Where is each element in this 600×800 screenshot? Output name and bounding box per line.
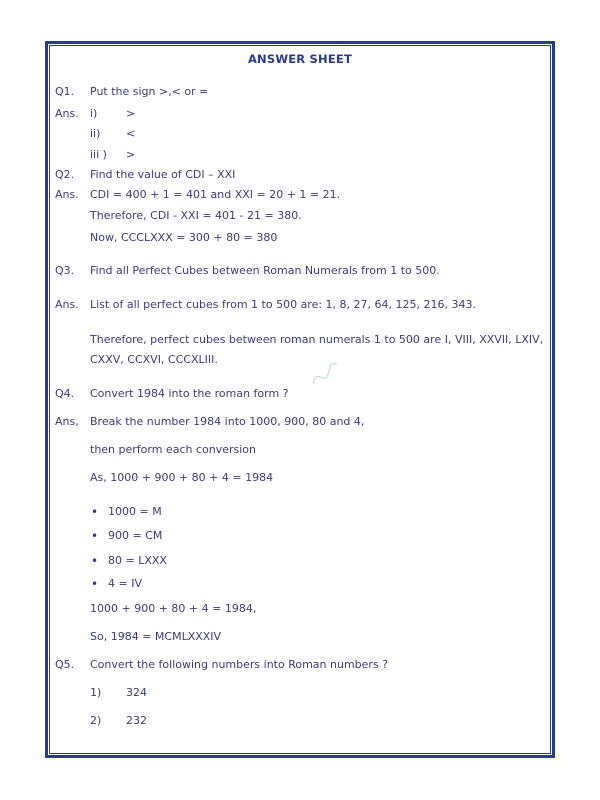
q2-answer-line-2: Therefore, CDI - XXI = 401 - 21 = 380. [90, 209, 302, 222]
q4-bullet-2: 900 = CM [108, 529, 163, 542]
q2-ans-label: Ans. [55, 188, 79, 201]
q5-label: Q5. [55, 658, 75, 671]
bullet-icon: • [91, 505, 99, 519]
q2-answer-line-3: Now, CCCLXXX = 300 + 80 = 380 [90, 231, 278, 244]
q1-question: Put the sign >,< or = [90, 85, 209, 98]
q3-answer-line-1: List of all perfect cubes from 1 to 500 are: 1, 8, 27, 64, 125, 216, 343. [90, 298, 476, 311]
q4-ans-label: Ans, [55, 415, 79, 428]
q1-answer-roman-2: ii) [90, 127, 101, 140]
q4-answer-line-2: then perform each conversion [90, 443, 256, 456]
q1-ans-label: Ans. [55, 107, 79, 120]
q3-question: Find all Perfect Cubes between Roman Numerals from 1 to 500. [90, 264, 440, 277]
q4-answer-line-3: As, 1000 + 900 + 80 + 4 = 1984 [90, 471, 274, 484]
sheet-title: ANSWER SHEET [247, 52, 353, 66]
bullet-icon: • [91, 554, 99, 568]
q4-after-line-1: 1000 + 900 + 80 + 4 = 1984, [90, 602, 257, 615]
q3-label: Q3. [55, 264, 75, 277]
q1-label: Q1. [55, 85, 75, 98]
q5-item-value-2: 232 [126, 714, 147, 727]
bullet-icon: • [91, 529, 99, 543]
q1-answer-sign-2: < [126, 127, 136, 140]
q1-answer-roman-3: iii ) [90, 148, 107, 161]
bullet-icon: • [91, 577, 99, 591]
q2-label: Q2. [55, 168, 75, 181]
q4-bullet-1: 1000 = M [108, 505, 162, 518]
q1-answer-sign-3: > [126, 148, 136, 161]
q4-bullet-4: 4 = IV [108, 577, 142, 590]
q4-bullet-3: 80 = LXXX [108, 554, 167, 567]
q1-answer-roman-1: i) [90, 107, 98, 120]
q5-item-num-1: 1) [90, 686, 102, 699]
q3-ans-label: Ans. [55, 298, 79, 311]
q5-item-num-2: 2) [90, 714, 102, 727]
q5-question: Convert the following numbers into Roman numbers ? [90, 658, 389, 671]
q1-answer-sign-1: > [126, 107, 136, 120]
q3-answer-line-2: Therefore, perfect cubes between roman numerals 1 to 500 are I, VIII, XXVII, LXIV, [90, 333, 544, 346]
q5-item-value-1: 324 [126, 686, 147, 699]
q4-answer-line-1: Break the number 1984 into 1000, 900, 80 and 4, [90, 415, 365, 428]
q2-answer-line-1: CDI = 400 + 1 = 401 and XXI = 20 + 1 = 21. [90, 188, 341, 201]
q2-question: Find the value of CDI – XXI [90, 168, 236, 181]
q3-answer-line-3: CXXV, CCXVI, CCCXLIII. [90, 353, 218, 366]
q4-question: Convert 1984 into the roman form ? [90, 387, 289, 400]
q4-label: Q4. [55, 387, 75, 400]
q4-after-line-2: So, 1984 = MCMLXXXIV [90, 630, 222, 643]
